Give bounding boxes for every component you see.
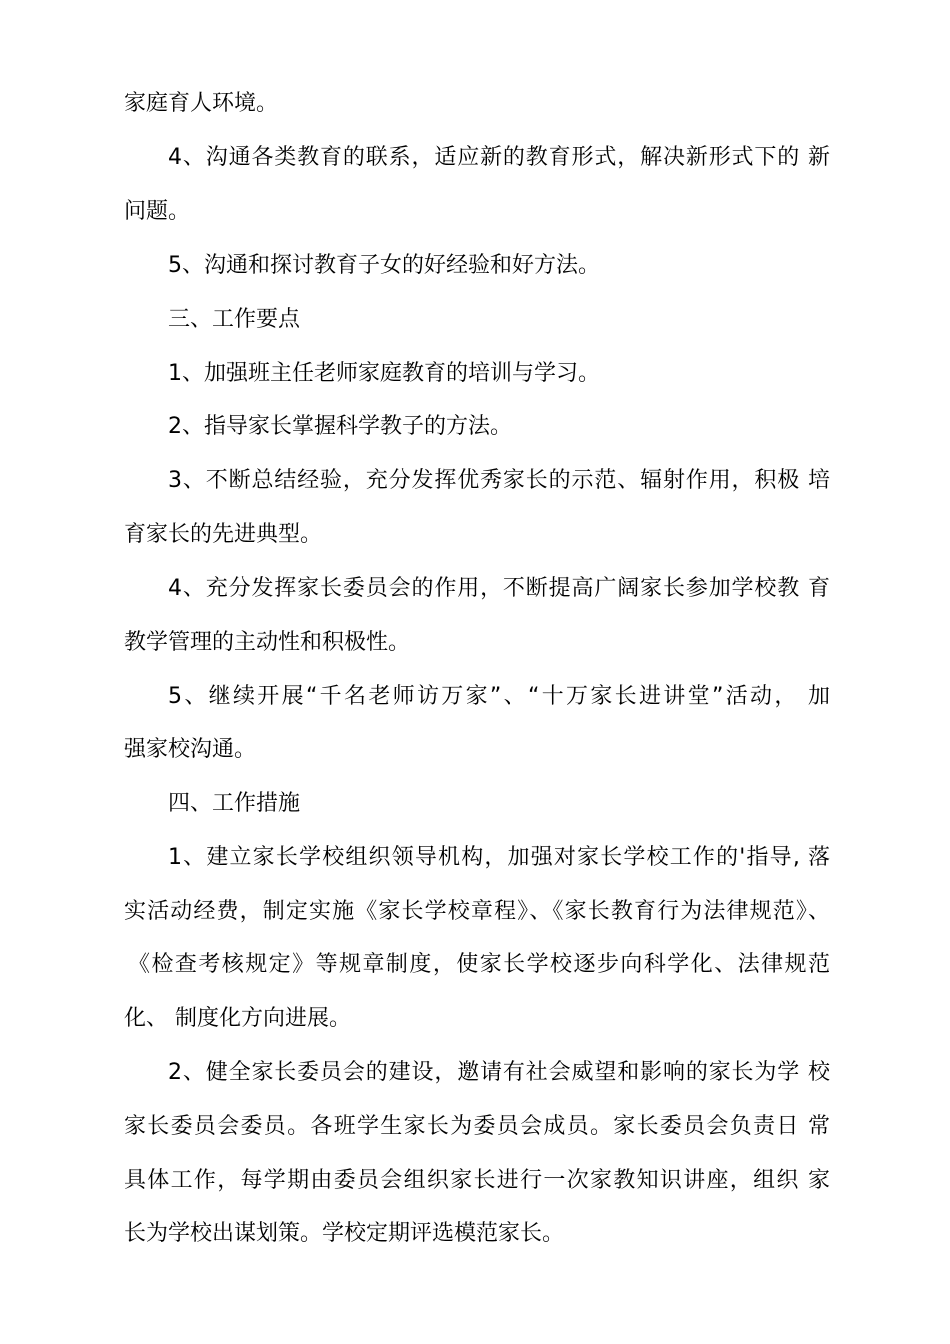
text-line: 《检查考核规定》等规章制度，使家长学校逐步向科学化、法律规范	[128, 952, 830, 977]
text-line: 2、指导家长掌握科学教子的方法。	[168, 414, 512, 439]
text-line: 1、加强班主任老师家庭教育的培训与学习。	[168, 361, 600, 386]
text-line: 问题。	[124, 199, 191, 224]
text-line: 3、不断总结经验，充分发挥优秀家长的示范、辐射作用，积极 培	[168, 468, 830, 493]
text-line: 4、沟通各类教育的联系，适应新的教育形式，解决新形式下的 新	[168, 145, 830, 170]
text-line: 实活动经费，制定实施《家长学校章程》、《家长教育行为法律规范》、	[124, 899, 830, 924]
text-line: 5、继续开展“千名老师访万家”、“十万家长进讲堂”活动， 加	[168, 684, 830, 709]
text-line: 强家校沟通。	[124, 737, 257, 762]
text-line: 家庭育人环境。	[124, 91, 279, 116]
text-line: 5、沟通和探讨教育子女的好经验和好方法。	[168, 253, 600, 278]
section-heading: 四、工作措施	[168, 791, 301, 816]
text-line: 2、健全家长委员会的建设，邀请有社会威望和影响的家长为学 校	[168, 1060, 830, 1085]
section-heading: 三、工作要点	[168, 307, 301, 332]
text-line: 长为学校出谋划策。学校定期评选模范家长。	[124, 1221, 565, 1246]
text-line: 教学管理的主动性和积极性。	[124, 630, 411, 655]
text-line: 4、充分发挥家长委员会的作用，不断提高广阔家长参加学校教 育	[168, 576, 830, 601]
text-line: 化、 制度化方向进展。	[124, 1006, 351, 1031]
text-line: 具体工作，每学期由委员会组织家长进行一次家教知识讲座，组织 家	[124, 1168, 830, 1193]
text-line: 1、建立家长学校组织领导机构，加强对家长学校工作的'指导, 落	[168, 845, 830, 870]
text-line: 家长委员会委员。各班学生家长为委员会成员。家长委员会负责日 常	[124, 1114, 830, 1139]
text-line: 育家长的先进典型。	[124, 522, 323, 547]
